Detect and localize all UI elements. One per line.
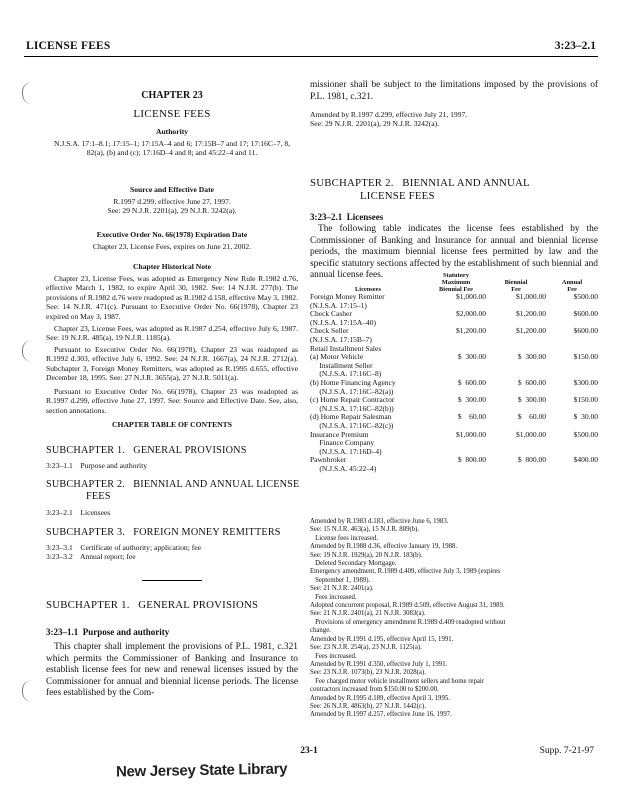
biennial-fee-cell: $ 800.00 <box>517 455 546 465</box>
chapter-number: CHAPTER 23 <box>141 90 203 101</box>
margin-mark <box>22 680 37 702</box>
licensee-cell: (a) Motor Vehicle Installment Seller (N.J.S.A. 17:16C–8) <box>310 352 382 379</box>
annual-fee-cell: $600.00 <box>573 309 598 319</box>
note-line: See: 23 N.J.R. 1073(b), 23 N.J.R. 2028(a). <box>310 669 426 677</box>
note-line: See: 23 N.J.R. 254(a), 23 N.J.R. 1125(a). <box>310 644 422 652</box>
subchapter-2-heading: SUBCHAPTER 2. BIENNIAL AND ANNUAL <box>310 177 530 189</box>
note-line: See: 26 N.J.R. 4863(b), 27 N.J.R. 1442(c). <box>310 702 426 710</box>
note-line: Amended by R.1995 d.189, effective April 3, 1995. <box>310 694 450 702</box>
chapter-title: LICENSE FEES <box>133 108 211 120</box>
note-line: Deleted Secondary Mortgage. <box>310 560 397 568</box>
note-line: Provisions of emergency amendment R.1989 d.409 readopted without <box>310 618 506 626</box>
note-line: Amended by R.1991 d.350, effective July 1, 1991. <box>310 660 448 668</box>
eo-text: Chapter 23, License Fees, expires on June 21, 2002. <box>92 242 252 251</box>
continued-text: missioner shall be subject to the limitations imposed by the provisions of P.L. 1981, c.321. <box>310 80 598 102</box>
amendment-note: Amended by R.1997 d.299, effective July 21, 1997. <box>310 110 468 119</box>
running-header-right: 3:23–2.1 <box>554 40 596 52</box>
statutory-max-cell: $ 60.00 <box>457 412 486 422</box>
note-line: Fee charged motor vehicle installment sellers and home repair <box>310 677 485 685</box>
licensee-cell: (b) Home Financing Agency (N.J.S.A. 17:16C–82(a)) <box>310 377 396 396</box>
note-line: Fees increased. <box>310 593 357 601</box>
note-line: Amended by R.1991 d.195, effective April 15, 1991. <box>310 635 454 643</box>
biennial-fee-cell: $1,200.00 <box>516 309 546 319</box>
biennial-fee-cell: $1,000.00 <box>516 429 546 439</box>
section-heading <box>46 627 169 637</box>
section-title: Licensees <box>346 212 384 222</box>
note-line: See: 19 N.J.R. 1929(a), 20 N.J.R. 183(b). <box>310 551 423 559</box>
history-paragraph: Pursuant to Executive Order No. 66(1978), Chapter 23 was readopted as R.1997 d.299, effective June 27, 1997. See: Source and Effective Date. See, also, section annotations. <box>46 387 298 415</box>
toc-item: 3:23–1.1 Purpose and authority <box>46 461 148 470</box>
note-line: contractors increased from $150.00 to $200.00. <box>310 686 439 694</box>
toc-heading: CHAPTER TABLE OF CONTENTS <box>112 420 232 429</box>
note-line: Adopted concurrent proposal, R.1989 d.509, effective August 31, 1989. <box>310 602 505 610</box>
licensee-cell: Check Seller (N.J.S.A. 17:15B–7) <box>310 326 372 344</box>
source-line-2: See: 29 N.J.R. 2201(a), 29 N.J.R. 3242(a). <box>107 206 237 215</box>
toc-subchapter-3: SUBCHAPTER 3. FOREIGN MONEY REMITTERS <box>46 527 281 538</box>
margin-mark <box>22 82 37 104</box>
note-line: License fees increased. <box>310 534 378 542</box>
licensee-cell: Foreign Money Remitter (N.J.S.A. 17:15–1) <box>310 292 385 310</box>
header-annual-fee: Annual Fee <box>561 279 583 293</box>
eo-heading: Executive Order No. 66(1978) Expiration Date <box>96 230 248 239</box>
biennial-fee-cell: $ 60.00 <box>517 412 546 422</box>
licensee-cell: (d) Home Repair Salesman (N.J.S.A. 17:16C–82(c)) <box>310 412 394 430</box>
subchapter-2-heading-cont: LICENSE FEES <box>360 190 435 202</box>
authority-text: N.J.S.A. 17:1–8.1; 17:15–1; 17:15A–4 and 6; 17:15B–7 and 17; 17:16C–7, 8, 82(a), (b) and (c); 17:16D–4 and 8; and 45:22–4 and 11. <box>53 139 291 158</box>
header-biennial-fee: Biennial Fee <box>504 279 528 293</box>
note-line: See: 15 N.J.R. 463(a), 15 N.J.R. 889(b). <box>310 526 420 534</box>
table-row <box>310 431 598 457</box>
biennial-fee-cell: $1,000.00 <box>516 292 546 301</box>
header-rule <box>24 56 598 57</box>
source-heading: Source and Effective Date <box>129 185 214 194</box>
margin-mark <box>22 340 37 362</box>
licensee-cell: Check Casher (N.J.S.A. 17:15A–40) <box>310 309 377 327</box>
annual-fee-cell: $400.00 <box>573 455 598 465</box>
history-paragraph: Pursuant to Executive Order No. 66(1978), Chapter 23 was readopted as R.1992 d.303, effective July 6, 1992. See: 24 N.J.R. 1667(a), 24 N.J.R. 2712(a). Subchapter 3, Foreign Money Remitters, was adopted as R.1995 d.655, effective December 18, 1995. See: 27 N.J.R. 3655(a), 27 N.J.R. 5011(a). <box>46 345 298 383</box>
toc-subchapter-2-cont: FEES <box>86 491 111 502</box>
annual-fee-cell: $150.00 <box>573 395 598 405</box>
amendment-notes <box>310 518 598 720</box>
history-paragraph: Chapter 23, License Fees, was adopted as Emergency New Rule R.1982 d.76, effective March 1, 1982, to expire April 30, 1982. See: 14 N.J.R. 277(b). The provisions of R.1982 d.76 were readopted as R.1982 d.158, effective May 3, 1982. See: 14 N.J.R. 471(c). Pursuant to Executive Order No. 66(1978), Chapter 23 expired on May 3, 1987. <box>46 274 298 321</box>
statutory-max-cell: $1,000.00 <box>456 429 486 439</box>
annual-fee-cell: $500.00 <box>573 292 598 301</box>
section-body: The following table indicates the license fees established by the Commissioner of Banking and Insurance for annual and biennial license periods, the maximum biennial license fees permitted by law and the specific statutory sections affected by the establishment of such biennial and annual license fees. <box>310 224 598 281</box>
header-licensees: Licensees <box>355 286 381 293</box>
note-line: Amended by R.1988 d.36, effective January 19, 1988. <box>310 543 458 551</box>
table-row <box>310 327 598 344</box>
section-title: Purpose and authority <box>82 627 170 637</box>
page-number: 23-1 <box>300 746 318 756</box>
annual-fee-cell: $300.00 <box>573 377 598 387</box>
section-heading <box>310 212 383 222</box>
toc-item: 3:23–2.1 Licensees <box>46 508 111 517</box>
annual-fee-cell: $600.00 <box>573 326 598 336</box>
header-statutory-max: Statutory Maximum Biennial Fee <box>439 272 473 293</box>
biennial-fee-cell: $ 300.00 <box>517 352 546 362</box>
annual-fee-cell: $500.00 <box>573 429 598 439</box>
statutory-max-cell: $ 600.00 <box>457 377 486 387</box>
statutory-max-cell: $ 300.00 <box>457 395 486 405</box>
table-row <box>310 413 598 430</box>
statutory-max-cell: $ 800.00 <box>457 455 486 465</box>
biennial-fee-cell: $ 600.00 <box>517 377 546 387</box>
subchapter-1-heading: SUBCHAPTER 1. GENERAL PROVISIONS <box>46 599 259 611</box>
supplement-date: Supp. 7-21-97 <box>539 746 594 756</box>
statutory-max-cell: $1,000.00 <box>456 292 486 301</box>
source-line-1: R.1997 d.299, effective June 27, 1997. <box>113 197 231 206</box>
table-row <box>310 293 598 310</box>
note-line: Amended by R.1983 d.183, effective June 6, 1983. <box>310 518 449 525</box>
fees-table <box>310 272 598 473</box>
note-line: Emergency amendment, R.1989 d.409, effective July 3, 1989 (expires <box>310 568 501 576</box>
section-divider <box>142 580 202 581</box>
table-row <box>310 310 598 327</box>
biennial-fee-cell: $1,200.00 <box>516 326 546 336</box>
history-heading: Chapter Historical Note <box>133 262 211 271</box>
running-header-left: LICENSE FEES <box>26 40 111 52</box>
note-line: See: 21 N.J.R. 2401(a), 21 N.J.R. 3083(a). <box>310 610 426 618</box>
authority-heading: Authority <box>155 127 189 136</box>
licensee-cell: Retail Installment Sales <box>310 343 382 353</box>
toc-item: 3:23–3.1 Certificate of authority; application; fee <box>46 543 201 552</box>
licensee-cell: Insurance Premium Finance Company (N.J.S.A. 17:16D–4) <box>310 429 382 456</box>
licensee-cell: Pawnbroker (N.J.S.A. 45:22–4) <box>310 455 377 473</box>
amendment-note: See: 29 N.J.R. 2201(a), 29 N.J.R. 3242(a). <box>310 119 440 128</box>
licensee-cell: (c) Home Repair Contractor (N.J.S.A. 17:16C–82(b)) <box>310 395 395 413</box>
statutory-max-cell: $ 300.00 <box>457 352 486 362</box>
section-number: 3:23–1.1 <box>46 627 79 637</box>
statutory-max-cell: $1,200.00 <box>456 326 486 336</box>
toc-subchapter-2: SUBCHAPTER 2. BIENNIAL AND ANNUAL LICENSE <box>46 479 300 490</box>
table-row <box>310 353 598 379</box>
toc-subchapter-1: SUBCHAPTER 1. GENERAL PROVISIONS <box>46 445 247 456</box>
history-paragraph: Chapter 23, License Fees, was adopted as R.1987 d.254, effective July 6, 1987. See: 19 N.J.R. 485(a), 19 N.J.R. 1185(a). <box>46 324 298 343</box>
note-line: September 1, 1989). <box>310 576 371 584</box>
note-line: See: 21 N.J.R. 2401(a). <box>310 585 374 593</box>
library-stamp: New Jersey State Library <box>115 760 288 781</box>
biennial-fee-cell: $ 300.00 <box>517 395 546 405</box>
note-line: Amended by R.1997 d.257, effective June 16, 1997. <box>310 711 452 719</box>
note-line: Fees increased. <box>310 652 357 660</box>
annual-fee-cell: $150.00 <box>573 352 598 362</box>
toc-item: 3:23–3.2 Annual report; fee <box>46 552 136 561</box>
fees-table-wrap <box>310 272 598 473</box>
section-number: 3:23–2.1 <box>310 212 343 222</box>
table-row <box>310 456 598 473</box>
annual-fee-cell: $ 30.00 <box>573 412 598 422</box>
table-row <box>310 379 598 396</box>
statutory-max-cell: $2,000.00 <box>456 309 486 319</box>
table-row <box>310 396 598 413</box>
section-body: This chapter shall implement the provisions of P.L. 1981, c.321 which permits the Commissioner of Banking and Insurance to establish license fees for new and renewal licenses issued by the Commissioner for annual and biennial license periods. The license fees established by the Com- <box>46 642 298 699</box>
note-line: change. <box>310 627 331 635</box>
